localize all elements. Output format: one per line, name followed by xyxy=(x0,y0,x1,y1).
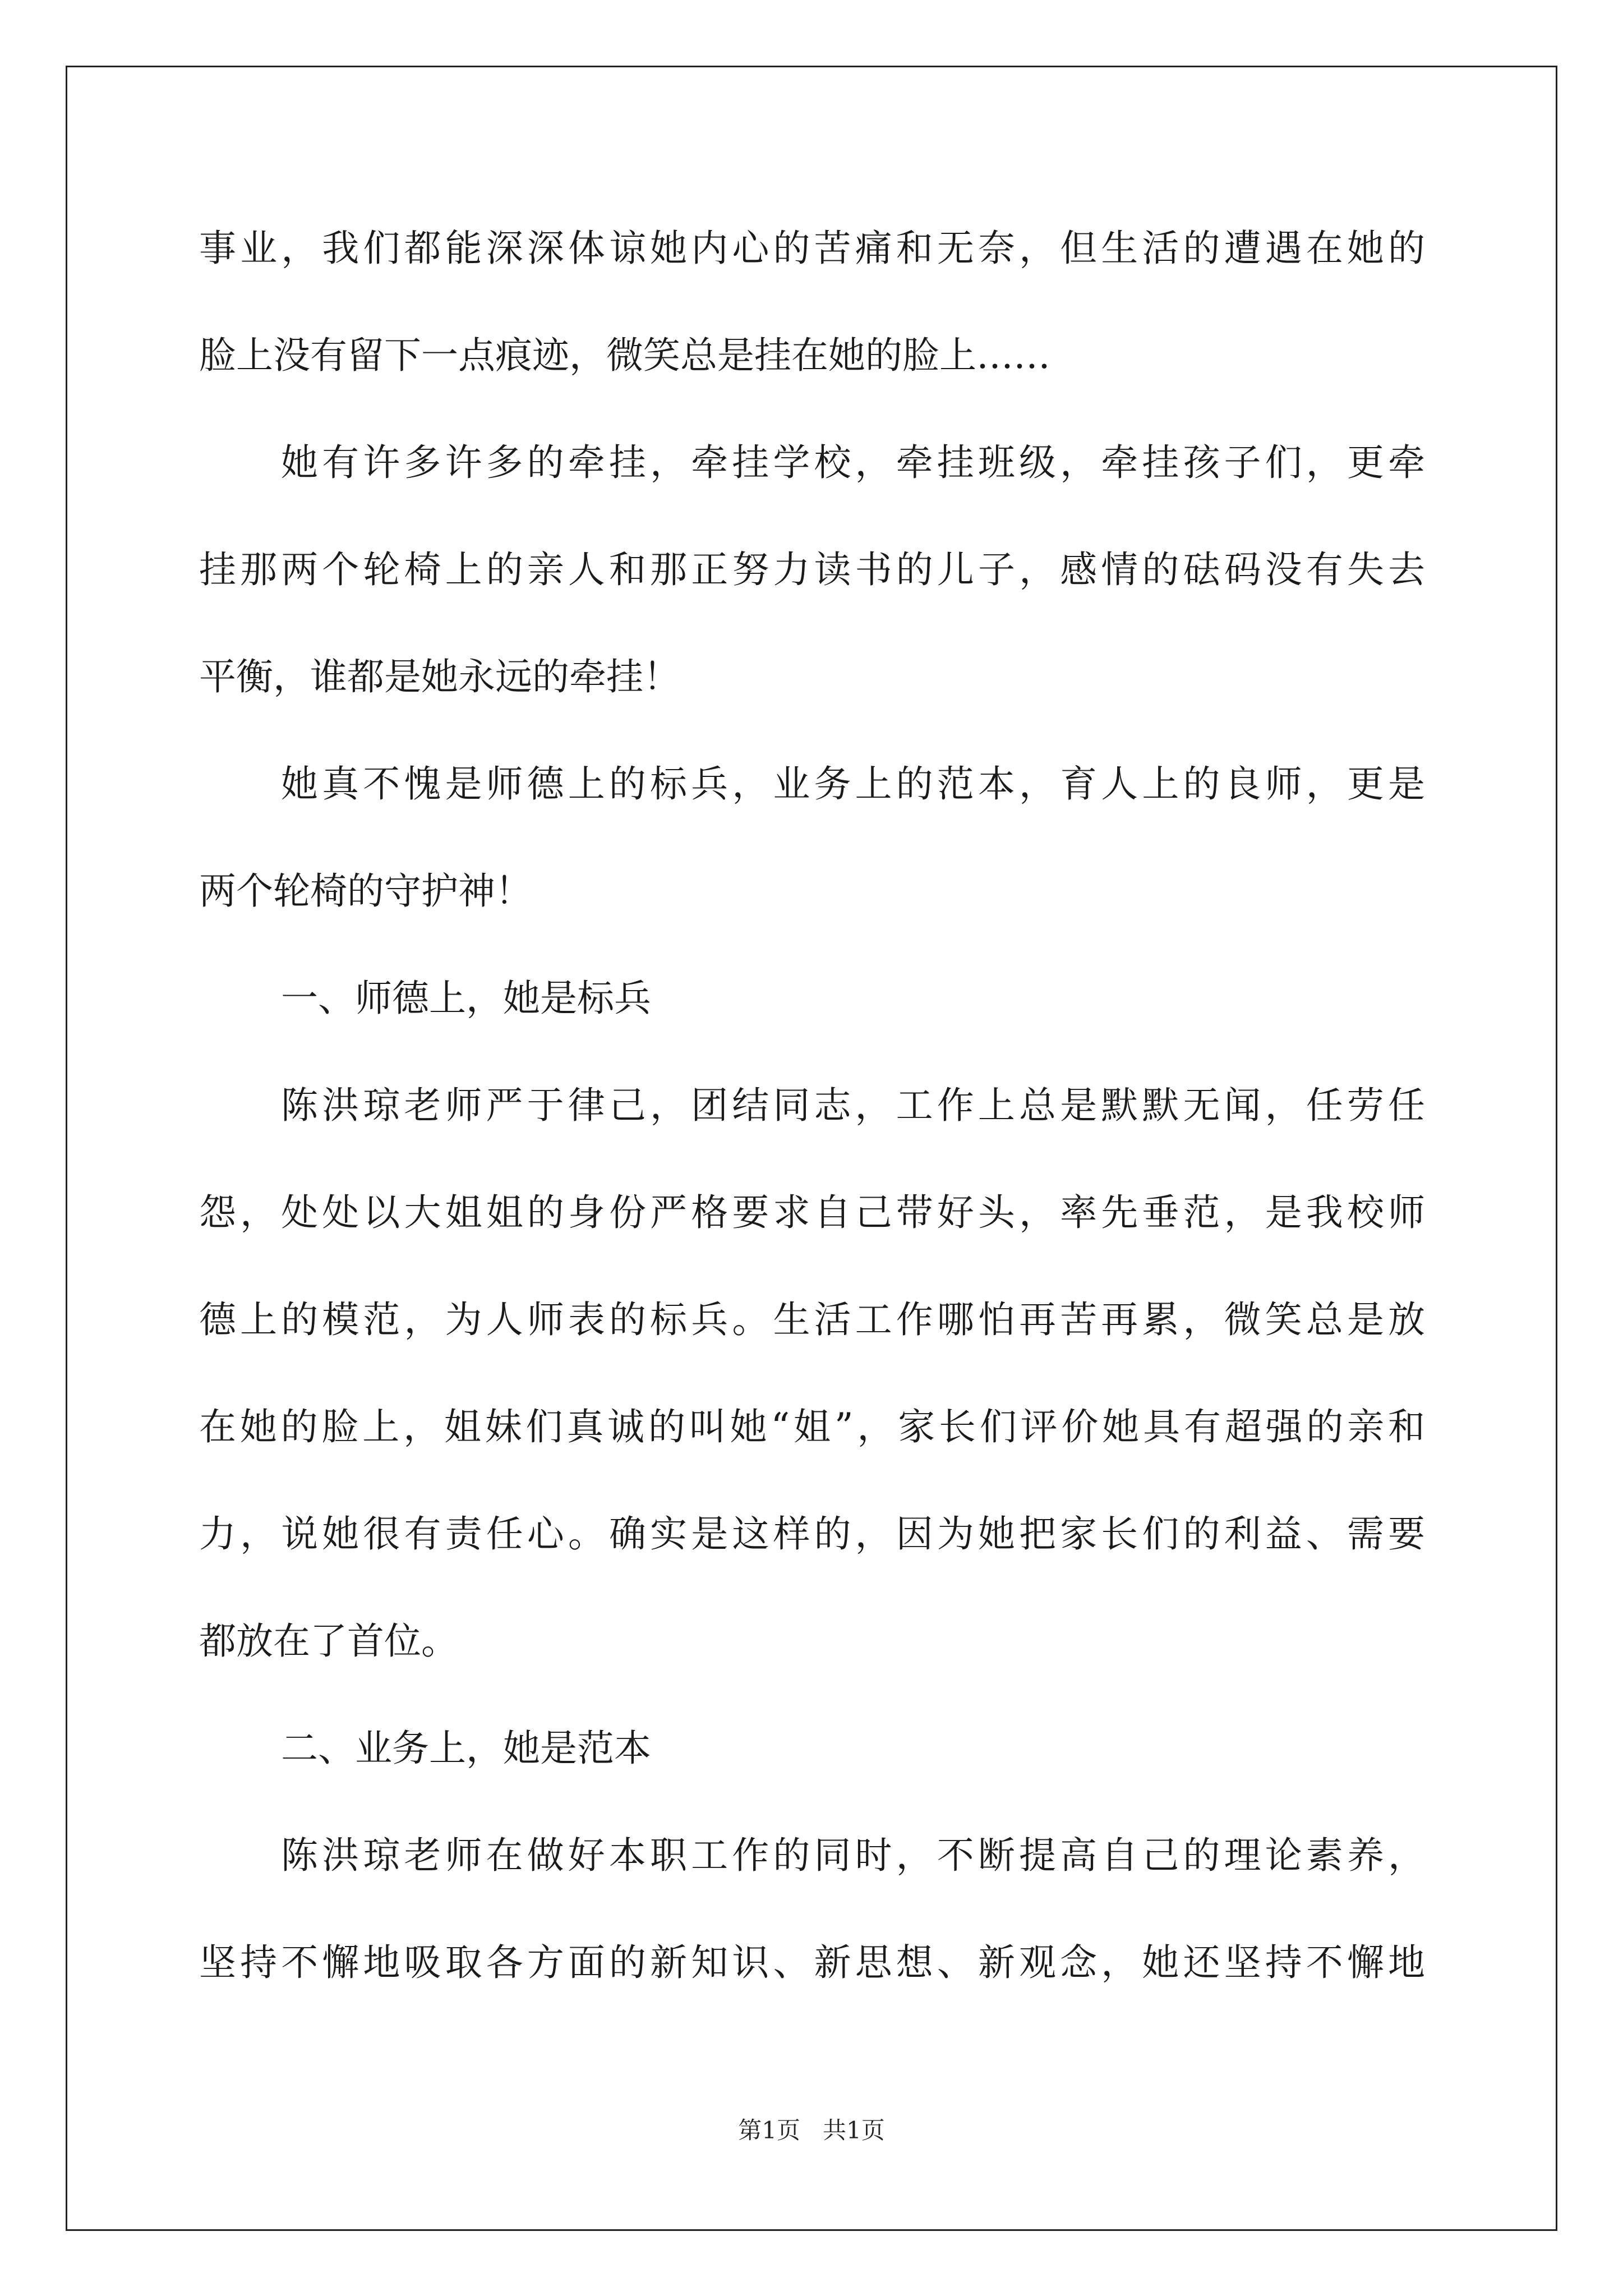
paragraph-start-line: 她有许多许多的牵挂，牵挂学校，牵挂班级，牵挂孩子们，更牵 xyxy=(281,441,1425,484)
document-body xyxy=(199,215,1425,2036)
text-line: 平衡，谁都是她永远的牵挂！ xyxy=(199,655,680,698)
text-line: 力，说她很有责任心。确实是这样的，因为她把家长们的利益、需要 xyxy=(199,1512,1425,1556)
text-line: 都放在了首位。 xyxy=(199,1619,458,1663)
text-line: 怨，处处以大姐姐的身份严格要求自己带好头，率先垂范，是我校师 xyxy=(199,1191,1425,1234)
text-line: 脸上没有留下一点痕迹，微笑总是挂在她的脸上…… xyxy=(199,334,1050,377)
section-heading: 二、业务上，她是范本 xyxy=(281,1727,651,1770)
paragraph-start-line: 她真不愧是师德上的标兵，业务上的范本，育人上的良师，更是 xyxy=(281,762,1425,806)
section-heading: 一、师德上，她是标兵 xyxy=(281,977,651,1020)
paragraph-start-line: 陈洪琼老师在做好本职工作的同时，不断提高自己的理论素养， xyxy=(281,1834,1425,1877)
text-line: 两个轮椅的守护神！ xyxy=(199,869,532,913)
text-line: 事业，我们都能深深体谅她内心的苦痛和无奈，但生活的遭遇在她的 xyxy=(199,227,1425,270)
paragraph-start-line: 陈洪琼老师严于律己，团结同志，工作上总是默默无闻，任劳任 xyxy=(281,1084,1425,1127)
text-line: 坚持不懈地吸取各方面的新知识、新思想、新观念，她还坚持不懈地 xyxy=(199,1941,1425,1984)
text-line: 在她的脸上，姐妹们真诚的叫她“姐”，家长们评价她具有超强的亲和 xyxy=(199,1405,1425,1448)
text-line: 挂那两个轮椅上的亲人和那正努力读书的儿子，感情的砝码没有失去 xyxy=(199,548,1425,591)
page-footer: 第1页 共1页 xyxy=(738,2116,885,2144)
text-line: 德上的模范，为人师表的标兵。生活工作哪怕再苦再累，微笑总是放 xyxy=(199,1298,1425,1341)
